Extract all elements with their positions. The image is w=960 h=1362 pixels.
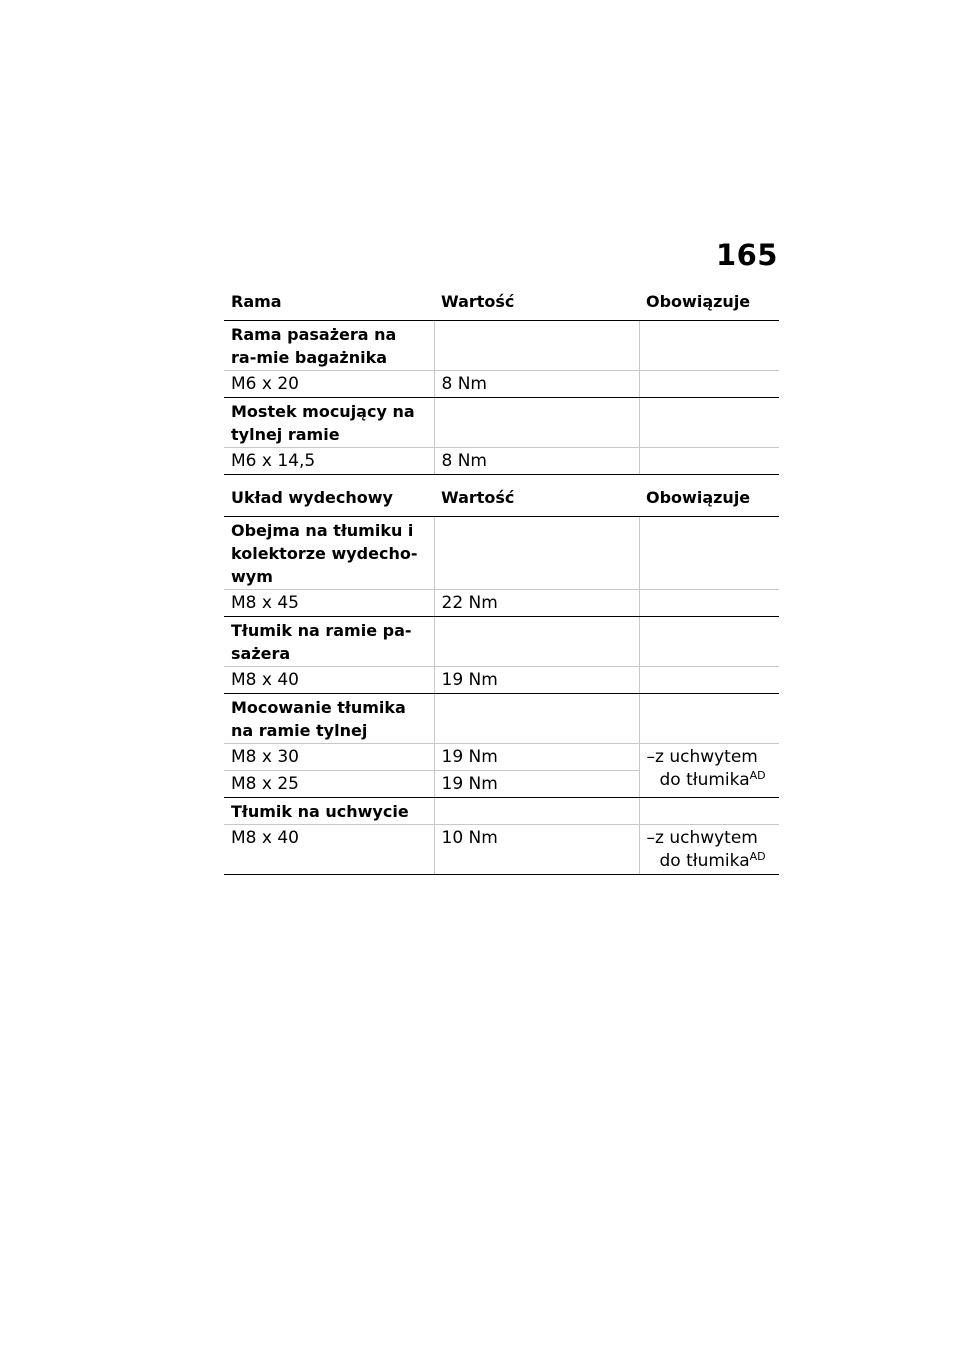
column-header-applies: Obowiązuje [639, 482, 779, 517]
note-superscript: AD [749, 850, 766, 863]
table-header-row [224, 482, 779, 517]
exhaust-torque-table [224, 482, 779, 875]
applies-cell [639, 371, 779, 398]
group-row [224, 617, 779, 667]
column-header-component: Układ wydechowy [224, 482, 434, 517]
group-row [224, 694, 779, 744]
group-row [224, 321, 779, 371]
torque-value: 19 Nm [434, 667, 639, 694]
bolt-size: M8 x 25 [224, 771, 434, 798]
bolt-size: M8 x 30 [224, 744, 434, 771]
group-title: Rama pasażera na ra-mie bagażnika [224, 321, 434, 371]
table-row [224, 667, 779, 694]
page-number: 165 [715, 238, 778, 272]
bolt-size: M6 x 14,5 [224, 448, 434, 475]
group-row [224, 398, 779, 448]
table-row [224, 590, 779, 617]
group-row [224, 517, 779, 590]
table-row [224, 744, 779, 771]
applies-cell [639, 448, 779, 475]
table-row [224, 448, 779, 475]
group-title: Mocowanie tłumika na ramie tylnej [224, 694, 434, 744]
bolt-size: M8 x 40 [224, 825, 434, 875]
torque-value: 8 Nm [434, 448, 639, 475]
applies-cell [639, 667, 779, 694]
table-row [224, 371, 779, 398]
frame-torque-table [224, 286, 779, 475]
bolt-size: M8 x 40 [224, 667, 434, 694]
group-title: Tłumik na ramie pa-sażera [224, 617, 434, 667]
torque-value: 22 Nm [434, 590, 639, 617]
applies-cell [639, 590, 779, 617]
applies-note: –z uchwytem do tłumika$^{AD}$ [646, 747, 766, 790]
group-title: Mostek mocujący na tylnej ramie [224, 398, 434, 448]
torque-value: 19 Nm [434, 771, 639, 798]
group-title: Tłumik na uchwycie [224, 798, 434, 825]
bolt-size: M8 x 45 [224, 590, 434, 617]
torque-value: 10 Nm [434, 825, 639, 875]
applies-cell [639, 825, 779, 875]
torque-value: 8 Nm [434, 371, 639, 398]
group-row [224, 798, 779, 825]
group-title: Obejma na tłumiku i kolektorze wydecho-wym [224, 517, 434, 590]
column-header-value: Wartość [434, 286, 639, 321]
applies-note: –z uchwytem do tłumika$^{AD}$ [646, 828, 766, 871]
table-row [224, 825, 779, 875]
column-header-component: Rama [224, 286, 434, 321]
column-header-applies: Obowiązuje [639, 286, 779, 321]
note-superscript: AD [749, 769, 766, 782]
table-header-row [224, 286, 779, 321]
applies-cell [639, 744, 779, 798]
torque-value: 19 Nm [434, 744, 639, 771]
column-header-value: Wartość [434, 482, 639, 517]
bolt-size: M6 x 20 [224, 371, 434, 398]
